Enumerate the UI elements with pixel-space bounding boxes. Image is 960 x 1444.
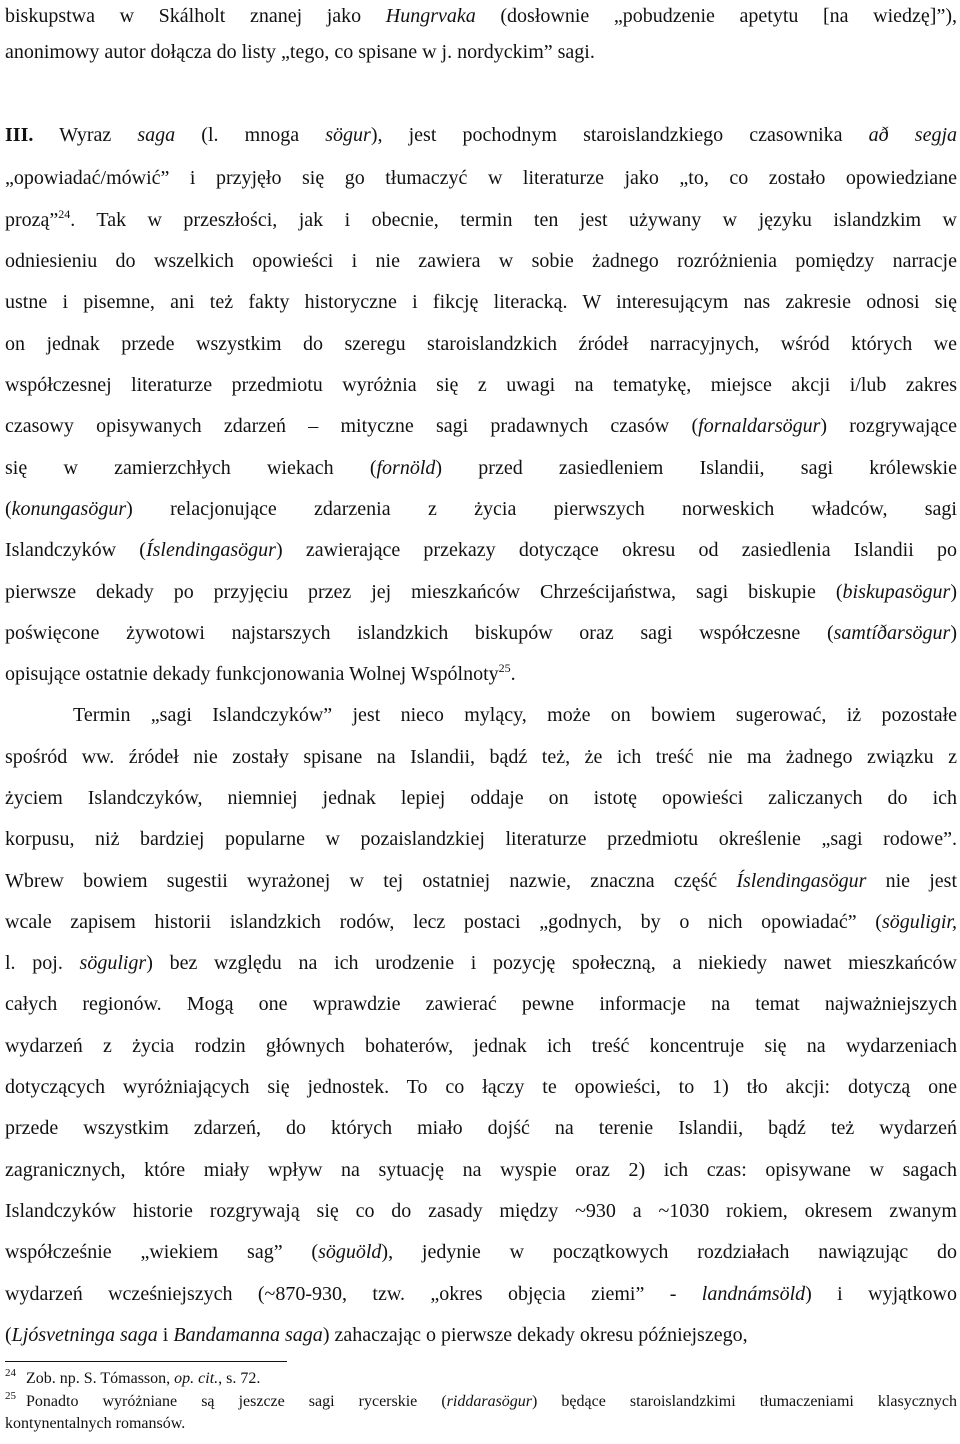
footnote-line [5, 1369, 957, 1389]
text-run: ) rozgrywające [820, 415, 957, 437]
text-run: ), jest pochodnym staroislandzkiego czasownika [370, 124, 869, 146]
italic-term: riddarasögur [446, 1393, 533, 1410]
text-line [5, 579, 957, 605]
text-line [5, 1239, 957, 1265]
text-run: współczesnej literaturze przedmiotu wyróżnia się z uwagi na tematykę, miejsce akcji i/lub zakres [5, 374, 957, 396]
text-line [5, 702, 957, 728]
text-run: ) [950, 622, 957, 644]
text-run: całych regionów. Mogą one wprawdzie zawierać pewne informacje na temat najważniejszych [5, 993, 957, 1015]
text-line [5, 868, 957, 894]
section-number: III. [5, 124, 34, 146]
text-run: Zob. np. S. Tómasson, [26, 1370, 175, 1387]
text-run: Wbrew bowiem sugestii wyrażonej w tej ostatniej nazwie, znaczna część [5, 870, 737, 892]
italic-term: saga [137, 124, 176, 146]
text-line [5, 413, 957, 439]
text-line [5, 909, 957, 935]
italic-term: að segja [868, 124, 958, 146]
text-run: nie jest [866, 870, 957, 892]
text-line [5, 826, 957, 852]
text-run: pierwsze dekady po przyjęciu przez jej mieszkańców Chrześcijaństwa, sagi biskupie ( [5, 581, 843, 603]
text-line [5, 1281, 957, 1307]
italic-term: söguligir, [881, 911, 957, 933]
text-run: ) relacjonujące zdarzenia z życia pierwszych norweskich władców, sagi [126, 498, 957, 520]
text-line [5, 455, 957, 481]
text-run: ), jedynie w początkowych rozdziałach nawiązując do [381, 1241, 957, 1263]
text-run: opisujące ostatnie dekady funkcjonowania Wolnej Wspólnoty [5, 663, 499, 685]
italic-term: fornöld [376, 457, 436, 479]
text-line [5, 248, 957, 274]
text-run: ) i wyjątkowo [805, 1283, 957, 1305]
text-run: i [157, 1324, 174, 1346]
text-line [5, 289, 957, 315]
text-line [5, 1157, 957, 1183]
text-run: (l. mnoga [175, 124, 326, 146]
text-line [5, 496, 957, 522]
text-line [5, 785, 957, 811]
text-run: współcześnie „wiekiem sag” ( [5, 1241, 319, 1263]
italic-term: Ljósvetninga saga [11, 1324, 158, 1346]
text-run: (dosłownie „pobudzenie apetytu [na wiedzę]”), [475, 5, 957, 27]
text-line [5, 620, 957, 646]
text-run: Termin „sagi Islandczyków” jest nieco mylący, może on bowiem sugerować, iż pozostałe [73, 704, 957, 726]
italic-term: samtíðarsögur [833, 622, 951, 644]
text-run: Islandczyków ( [5, 539, 146, 561]
text-line [5, 1115, 957, 1141]
italic-term: landnámsöld [701, 1283, 806, 1305]
text-run: ) będące staroislandzkimi tłumaczeniami klasycznych [532, 1393, 958, 1410]
footnote-separator [5, 1361, 287, 1362]
text-run: czasowy opisywanych zdarzeń – mityczne sagi pradawnych czasów ( [5, 415, 699, 437]
text-run: ) zahaczając o pierwsze dekady okresu późniejszego, [322, 1324, 748, 1346]
text-run: ) bez względu na ich urodzenie i pozycję społeczną, a niekiedy nawet mieszkańców [146, 952, 957, 974]
italic-term: Bandamanna saga [173, 1324, 323, 1346]
text-run: l. poj. [5, 952, 80, 974]
text-run: ) [950, 581, 957, 603]
italic-term: sögur [325, 124, 371, 146]
text-line [5, 1033, 957, 1059]
footnote-reference: 25 [498, 661, 511, 675]
text-line [5, 991, 957, 1017]
text-line [5, 39, 957, 65]
text-line [5, 372, 957, 398]
text-run: wydarzeń z życia rodzin głównych bohaterów, jednak ich treść koncentruje się na wydarzeniach [5, 1035, 957, 1057]
text-run: korpusu, niż bardziej popularne w pozaislandzkiej literaturze przedmiotu określenie „sagi rodowe”. [5, 828, 957, 850]
text-line [5, 3, 957, 29]
text-line [5, 950, 957, 976]
italic-term: biskupasögur [842, 581, 951, 603]
text-run: anonimowy autor dołącza do listy „tego, co spisane w j. nordyckim” sagi. [5, 41, 595, 63]
text-line [5, 165, 957, 191]
text-run: biskupstwa w Skálholt znanej jako [5, 5, 386, 27]
text-run: dotyczących wyróżniających się jednostek. To co łączy te opowieści, to 1) tło akcji: dotyczą one [5, 1076, 957, 1098]
text-line [5, 122, 957, 148]
text-run: ) zawierające przekazy dotyczące okresu od zasiedlenia Islandii po [275, 539, 958, 561]
italic-term: op. cit. [174, 1370, 219, 1387]
text-run: kontynentalnych romansów. [5, 1415, 186, 1432]
text-line [5, 1198, 957, 1224]
text-run: ustne i pisemne, ani też fakty historyczne i fikcję literacką. W interesującym nas zakresie odnosi się [5, 291, 957, 313]
footnote-line [5, 1414, 957, 1434]
text-run: „opowiadać/mówić” i przyjęło się go tłumaczyć w literaturze jako „to, co zostało opowiedziane [5, 167, 957, 189]
text-line [5, 1074, 957, 1100]
text-run: zagranicznych, które miały wpływ na sytuację na wyspie oraz 2) ich czas: opisywane w sagach [5, 1159, 957, 1181]
italic-term: konungasögur [11, 498, 127, 520]
text-run: ( [5, 498, 12, 520]
italic-term: Hungrvaka [385, 5, 476, 27]
text-line [5, 744, 957, 770]
text-run: . [510, 663, 516, 685]
italic-term: söguöld [318, 1241, 382, 1263]
italic-term: Íslendingasögur [736, 870, 867, 892]
text-run: Islandczyków historie rozgrywają się co do zasady między ~930 a ~1030 rokiem, okresem zwanym [5, 1200, 957, 1222]
text-run: wcale zapisem historii islandzkich rodów, lecz postaci „godnych, by o nich opowiadać” ( [5, 911, 882, 933]
text-run: przede wszystkim zdarzeń, do których miało dojść na terenie Islandii, bądź też wydarzeń [5, 1117, 957, 1139]
text-run: ( [5, 1324, 12, 1346]
footnote-line [5, 1392, 957, 1412]
text-run: się w zamierzchłych wiekach ( [5, 457, 377, 479]
text-run: Wyraz [33, 124, 138, 146]
text-line [5, 1322, 957, 1348]
text-run: spośród ww. źródeł nie zostały spisane na Islandii, bądź też, że ich treść nie ma żadnego związku z [5, 746, 957, 768]
text-run: on jednak przede wszystkim do szeregu staroislandzkich źródeł narracyjnych, wśród których we [5, 333, 957, 355]
text-line [5, 207, 957, 233]
text-run: poświęcone żywotowi najstarszych islandzkich biskupów oraz sagi współczesne ( [5, 622, 834, 644]
text-run: prozą” [5, 209, 59, 231]
text-run: , s. 72. [218, 1370, 261, 1387]
footnote-number: 24 [5, 1367, 16, 1379]
text-run: wydarzeń wcześniejszych (~870-930, tzw. „okres objęcia ziemi” - [5, 1283, 702, 1305]
text-line [5, 661, 957, 687]
italic-term: Íslendingasögur [145, 539, 276, 561]
text-run: życiem Islandczyków, niemniej jednak lepiej oddaje on istotę opowieści zaliczanych do ich [5, 787, 957, 809]
text-run: odniesieniu do wszelkich opowieści i nie zawiera w sobie żadnego rozróżnienia pomiędzy narracje [5, 250, 957, 272]
text-run: Ponadto wyróżniane są jeszcze sagi rycerskie ( [26, 1393, 447, 1410]
footnote-reference: 24 [58, 207, 71, 221]
italic-term: söguligr [79, 952, 147, 974]
text-line [5, 537, 957, 563]
footnote-number: 25 [5, 1390, 16, 1402]
text-run: ) przed zasiedleniem Islandii, sagi królewskie [435, 457, 957, 479]
text-run: . Tak w przeszłości, jak i obecnie, termin ten jest używany w języku islandzkim w [70, 209, 957, 231]
text-line [5, 331, 957, 357]
italic-term: fornaldarsögur [698, 415, 821, 437]
